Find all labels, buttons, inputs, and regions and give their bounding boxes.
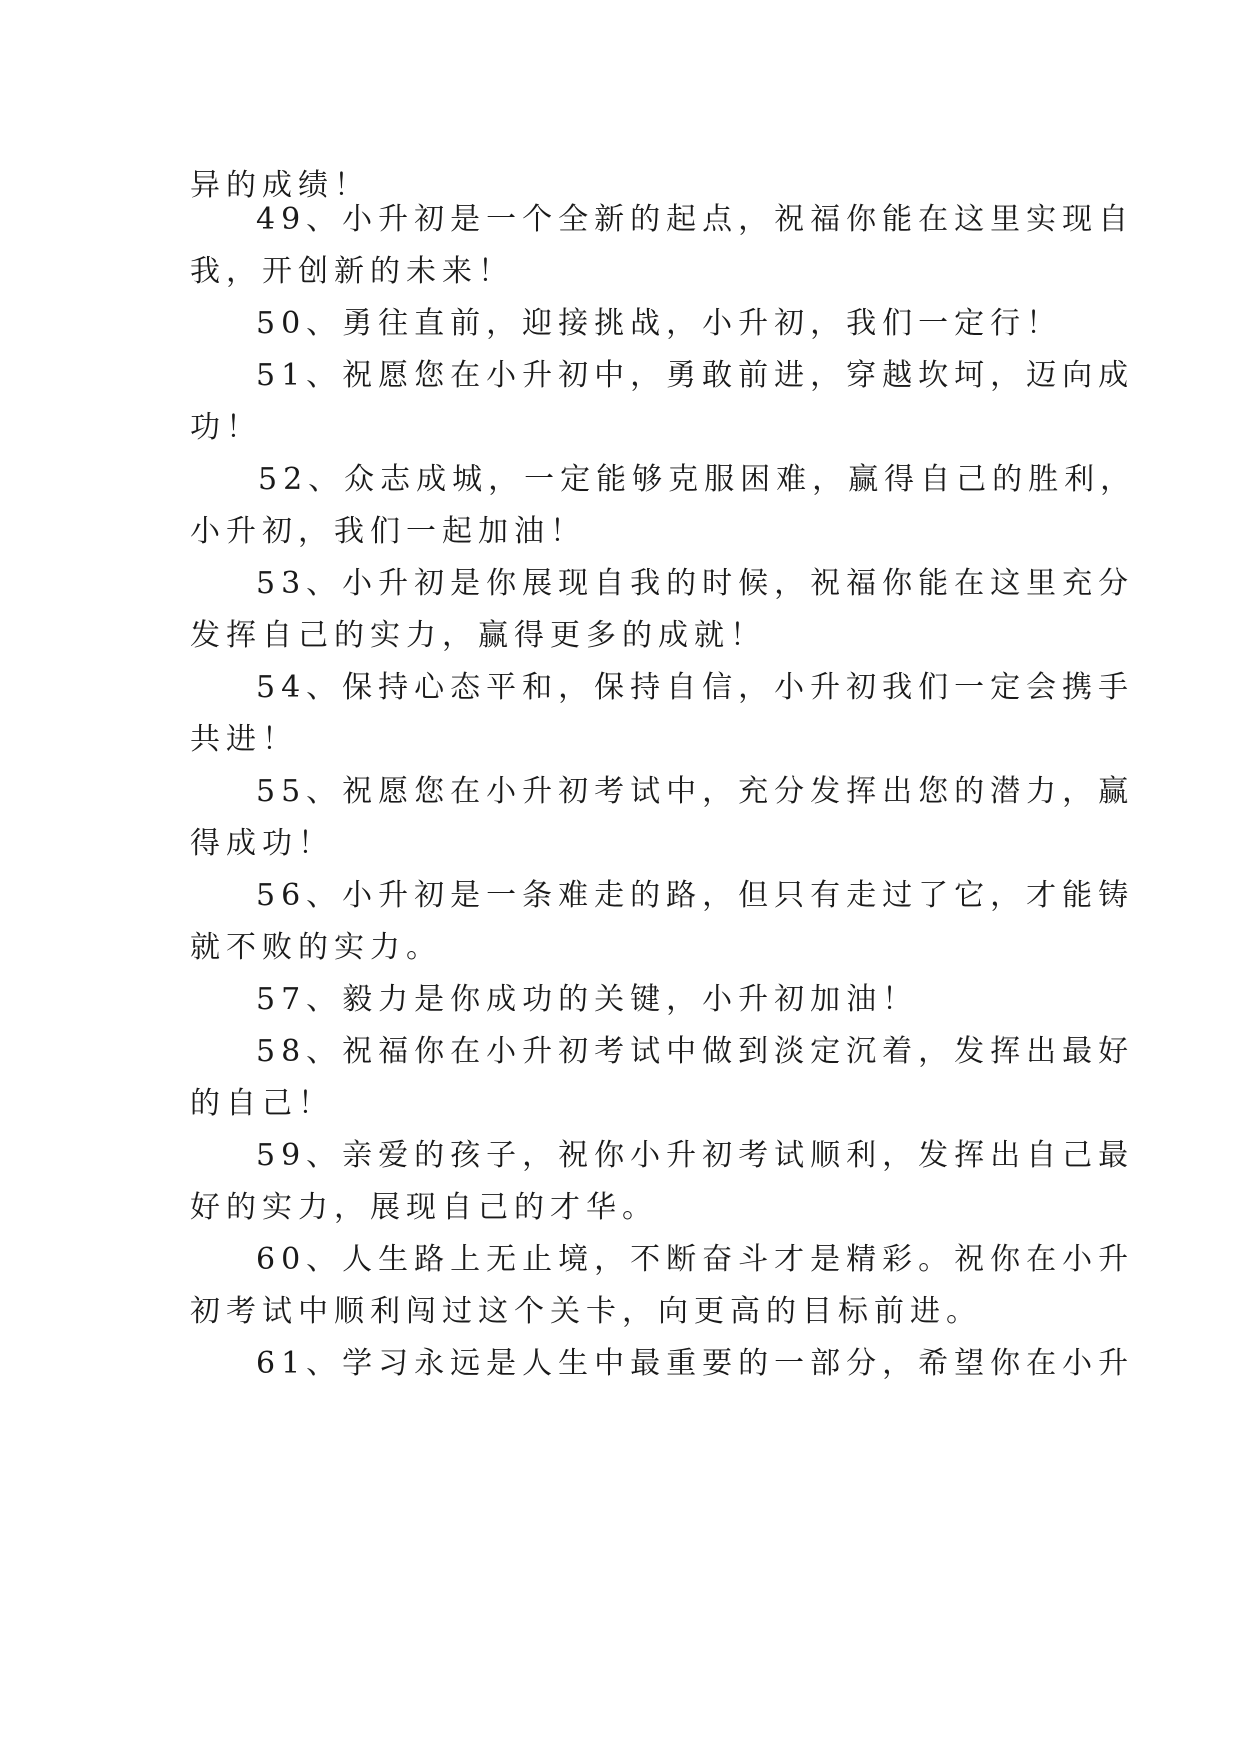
text-line: 就不败的实力。 — [190, 930, 442, 965]
text-line: 的自己！ — [190, 1086, 334, 1121]
text-line: 发挥自己的实力，赢得更多的成就！ — [190, 618, 766, 653]
text-line: 52、众志成城，一定能够克服困难，赢得自己的胜利， — [258, 462, 1137, 497]
text-line: 得成功！ — [190, 826, 334, 861]
text-line: 51、祝愿您在小升初中，勇敢前进，穿越坎坷，迈向成 — [256, 358, 1135, 393]
text-line: 60、人生路上无止境，不断奋斗才是精彩。祝你在小升 — [256, 1242, 1135, 1277]
text-line: 58、祝福你在小升初考试中做到淡定沉着，发挥出最好 — [256, 1034, 1135, 1069]
text-line: 61、学习永远是人生中最重要的一部分，希望你在小升 — [256, 1346, 1135, 1381]
text-line: 56、小升初是一条难走的路，但只有走过了它，才能铸 — [256, 878, 1135, 913]
text-line: 好的实力，展现自己的才华。 — [190, 1190, 658, 1225]
text-line: 54、保持心态平和，保持自信，小升初我们一定会携手 — [256, 670, 1135, 705]
text-line: 我，开创新的未来！ — [190, 254, 514, 289]
text-line: 初考试中顺利闯过这个关卡，向更高的目标前进。 — [190, 1294, 982, 1329]
text-line: 异的成绩！ — [190, 168, 370, 203]
text-line: 59、亲爱的孩子，祝你小升初考试顺利，发挥出自己最 — [256, 1138, 1135, 1173]
text-line: 功！ — [190, 410, 262, 445]
text-line: 共进！ — [190, 722, 298, 757]
text-line: 53、小升初是你展现自我的时候，祝福你能在这里充分 — [256, 566, 1135, 601]
text-line: 小升初，我们一起加油！ — [190, 514, 586, 549]
text-line: 50、勇往直前，迎接挑战，小升初，我们一定行！ — [256, 306, 1063, 341]
text-line: 49、小升初是一个全新的起点，祝福你能在这里实现自 — [256, 202, 1135, 237]
text-line: 57、毅力是你成功的关键，小升初加油！ — [256, 982, 919, 1017]
text-line: 55、祝愿您在小升初考试中，充分发挥出您的潜力，赢 — [256, 774, 1135, 809]
